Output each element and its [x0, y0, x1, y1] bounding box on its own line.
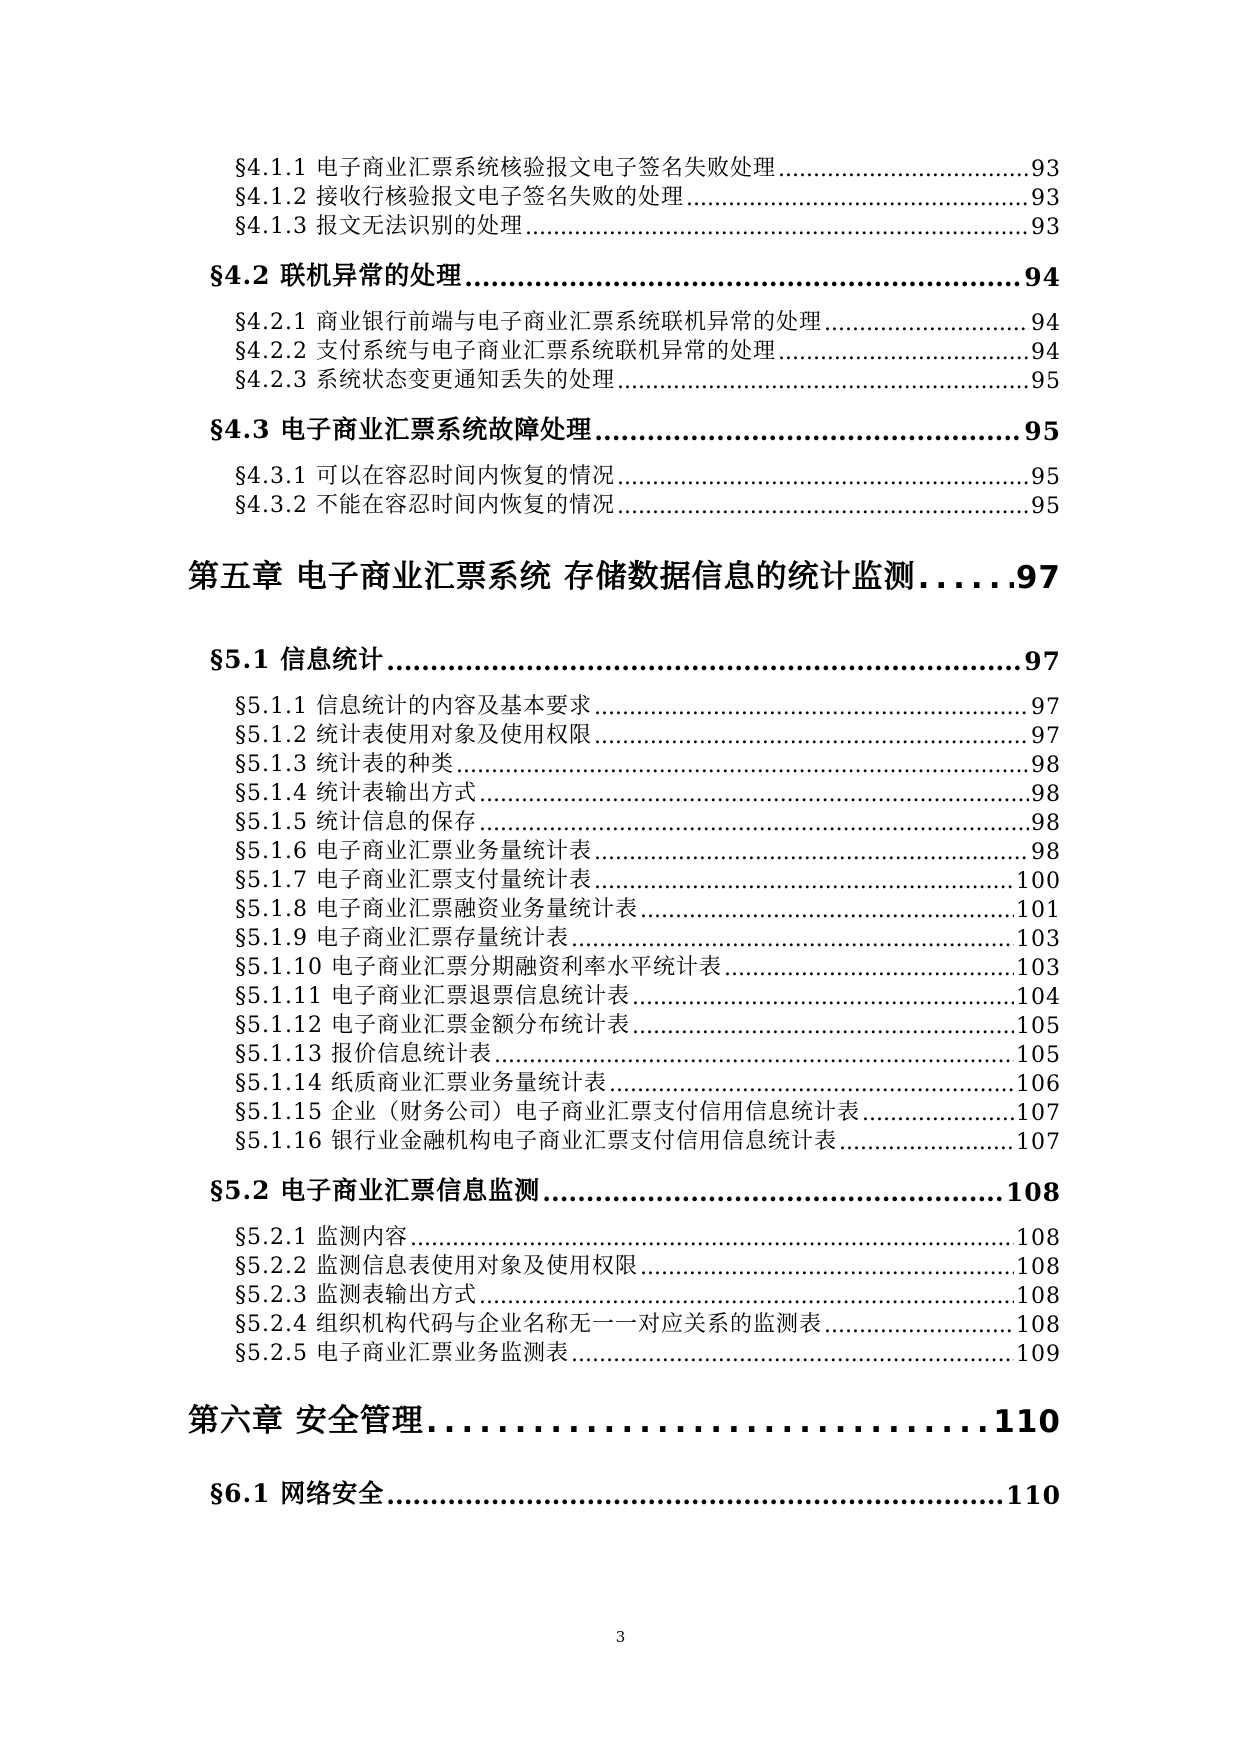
dot-leader	[426, 1404, 991, 1440]
toc-entry-label: §4.3.2 不能在容忍时间内恢复的情况	[235, 493, 615, 518]
toc-entry-label: §5.1.6 电子商业汇票业务量统计表	[235, 839, 592, 864]
toc-entry[interactable]	[235, 1308, 1061, 1338]
toc-entry-label: §5.2.4 组织机构代码与企业名称无一一对应关系的监测表	[235, 1312, 822, 1337]
toc-entry-page: 107	[1016, 1130, 1061, 1155]
toc-entry-page: 98	[1031, 811, 1061, 836]
toc-section-label: §5.1 信息统计	[210, 645, 385, 674]
toc-section[interactable]	[210, 1173, 1061, 1207]
dot-leader	[594, 695, 1029, 720]
dot-leader	[609, 1072, 1014, 1097]
dot-leader	[542, 1178, 1004, 1207]
dot-leader	[410, 1226, 1014, 1251]
dot-leader	[464, 263, 1022, 292]
toc-section-page: 94	[1024, 263, 1061, 292]
toc-entry-page: 103	[1016, 927, 1061, 952]
toc-entry-page: 94	[1031, 340, 1061, 365]
dot-leader	[617, 369, 1029, 394]
toc-entry-label: §5.1.8 电子商业汇票融资业务量统计表	[235, 897, 638, 922]
dot-leader	[617, 494, 1029, 519]
toc-entry-label: §4.2.1 商业银行前端与电子商业汇票系统联机异常的处理	[235, 310, 822, 335]
toc-entry[interactable]	[235, 893, 1061, 923]
dot-leader	[386, 1481, 1004, 1510]
toc-entry-page: 95	[1031, 369, 1061, 394]
toc-section[interactable]	[210, 1476, 1061, 1510]
toc-chapter-label: 第五章 电子商业汇票系统 存储数据信息的统计监测	[188, 559, 916, 595]
dot-leader	[571, 1342, 1014, 1367]
toc-entry[interactable]	[235, 748, 1061, 778]
toc-entry-page: 98	[1031, 753, 1061, 778]
toc-chapter[interactable]	[188, 554, 1061, 596]
dot-leader	[594, 724, 1029, 749]
toc-entry-page: 104	[1016, 985, 1061, 1010]
toc-entry-page: 95	[1031, 494, 1061, 519]
dot-leader	[640, 898, 1014, 923]
dot-leader	[456, 753, 1029, 778]
page-number: 3	[615, 1628, 626, 1646]
toc-entry-page: 93	[1031, 186, 1061, 211]
dot-leader	[862, 1101, 1014, 1126]
toc-entry-page: 98	[1031, 782, 1061, 807]
dot-leader	[617, 465, 1029, 490]
toc-section-page: 97	[1024, 647, 1061, 676]
toc-entry-page: 108	[1016, 1284, 1061, 1309]
toc-entry-page: 93	[1031, 157, 1061, 182]
dot-leader	[479, 782, 1029, 807]
toc-entry[interactable]	[235, 719, 1061, 749]
toc-entry-page: 107	[1016, 1101, 1061, 1126]
toc-entry[interactable]	[235, 364, 1061, 394]
toc-chapter-page: 110	[993, 1404, 1061, 1440]
toc-entry-page: 108	[1016, 1313, 1061, 1338]
dot-leader	[632, 985, 1014, 1010]
toc-entry-label: §4.1.3 报文无法识别的处理	[235, 214, 523, 239]
toc-entry-label: §5.1.12 电子商业汇票金额分布统计表	[235, 1013, 630, 1038]
toc-entry-label: §5.1.7 电子商业汇票支付量统计表	[235, 868, 592, 893]
toc-entry[interactable]	[235, 152, 1061, 182]
toc-entry[interactable]	[235, 306, 1061, 336]
dot-leader	[494, 1043, 1014, 1068]
toc-entry-label: §5.1.3 统计表的种类	[235, 752, 454, 777]
toc-entry-label: §5.1.16 银行业金融机构电子商业汇票支付信用信息统计表	[235, 1129, 837, 1154]
toc-entry[interactable]	[235, 210, 1061, 240]
dot-leader	[778, 157, 1029, 182]
toc-section-page: 108	[1005, 1178, 1061, 1207]
toc-section[interactable]	[210, 258, 1061, 292]
dot-leader	[824, 311, 1029, 336]
toc-entry-label: §5.1.13 报价信息统计表	[235, 1042, 492, 1067]
toc-entry-label: §5.2.5 电子商业汇票业务监测表	[235, 1341, 569, 1366]
toc-section-page: 95	[1024, 417, 1061, 446]
toc-entry-label: §5.1.1 信息统计的内容及基本要求	[235, 694, 592, 719]
toc-entry[interactable]	[235, 980, 1061, 1010]
toc-entry-page: 93	[1031, 215, 1061, 240]
dot-leader	[479, 1284, 1014, 1309]
toc-entry[interactable]	[235, 835, 1061, 865]
dot-leader	[525, 215, 1029, 240]
toc-entry[interactable]	[235, 1038, 1061, 1068]
toc-entry[interactable]	[235, 864, 1061, 894]
toc-entry[interactable]	[235, 1096, 1061, 1126]
toc-chapter-page: 97	[1015, 560, 1061, 596]
toc-entry-page: 106	[1016, 1072, 1061, 1097]
toc-entry-page: 108	[1016, 1226, 1061, 1251]
dot-leader	[724, 956, 1014, 981]
toc-chapter[interactable]	[188, 1398, 1061, 1440]
toc-section-label: §6.1 网络安全	[210, 1479, 385, 1508]
toc-entry-page: 101	[1016, 898, 1061, 923]
toc-entry-page: 98	[1031, 840, 1061, 865]
toc-entry-page: 97	[1031, 695, 1061, 720]
toc-entry-page: 105	[1016, 1043, 1061, 1068]
dot-leader	[686, 186, 1029, 211]
toc-entry[interactable]	[235, 951, 1061, 981]
toc-entry-label: §5.1.11 电子商业汇票退票信息统计表	[235, 984, 630, 1009]
toc-entry-label: §4.3.1 可以在容忍时间内恢复的情况	[235, 464, 615, 489]
dot-leader	[918, 560, 1014, 596]
dot-leader	[479, 811, 1029, 836]
toc-chapter-label: 第六章 安全管理	[188, 1403, 424, 1439]
toc-entry[interactable]	[235, 690, 1061, 720]
toc-entry-label: §5.1.9 电子商业汇票存量统计表	[235, 926, 569, 951]
toc-entry-page: 103	[1016, 956, 1061, 981]
toc-entry-page: 95	[1031, 465, 1061, 490]
dot-leader	[594, 417, 1022, 446]
dot-leader	[386, 647, 1022, 676]
toc-entry-page: 108	[1016, 1255, 1061, 1280]
toc-entry-page: 105	[1016, 1014, 1061, 1039]
toc-entry[interactable]	[235, 335, 1061, 365]
dot-leader	[839, 1130, 1014, 1155]
toc-entry-label: §5.1.15 企业（财务公司）电子商业汇票支付信用信息统计表	[235, 1100, 860, 1125]
toc-section[interactable]	[210, 412, 1061, 446]
toc-entry-label: §4.1.1 电子商业汇票系统核验报文电子签名失败处理	[235, 156, 776, 181]
dot-leader	[632, 1014, 1014, 1039]
toc-entry-label: §4.2.2 支付系统与电子商业汇票系统联机异常的处理	[235, 339, 776, 364]
toc-entry-label: §5.1.4 统计表输出方式	[235, 781, 477, 806]
toc-section-label: §5.2 电子商业汇票信息监测	[210, 1176, 541, 1205]
toc-entry[interactable]	[235, 181, 1061, 211]
dot-leader	[778, 340, 1029, 365]
toc-entry[interactable]	[235, 1337, 1061, 1367]
toc-entry-page: 109	[1016, 1342, 1061, 1367]
toc-entry-label: §5.2.1 监测内容	[235, 1225, 408, 1250]
toc-entry-page: 94	[1031, 311, 1061, 336]
toc-entry-label: §4.2.3 系统状态变更通知丢失的处理	[235, 368, 615, 393]
toc-entry[interactable]	[235, 1279, 1061, 1309]
toc-entry[interactable]	[235, 777, 1061, 807]
dot-leader	[594, 840, 1029, 865]
toc-entry-label: §5.1.10 电子商业汇票分期融资利率水平统计表	[235, 955, 722, 980]
toc-entry-label: §5.2.2 监测信息表使用对象及使用权限	[235, 1254, 638, 1279]
toc-section-label: §4.2 联机异常的处理	[210, 261, 463, 290]
toc-entry-label: §4.1.2 接收行核验报文电子签名失败的处理	[235, 185, 684, 210]
toc-entry[interactable]	[235, 1009, 1061, 1039]
toc-entry[interactable]	[235, 1067, 1061, 1097]
toc-entry[interactable]	[235, 489, 1061, 519]
toc-entry[interactable]	[235, 1250, 1061, 1280]
toc-section[interactable]	[210, 642, 1061, 676]
toc-entry[interactable]	[235, 922, 1061, 952]
toc-entry-label: §5.1.5 统计信息的保存	[235, 810, 477, 835]
toc-section-page: 110	[1005, 1481, 1061, 1510]
dot-leader	[824, 1313, 1014, 1338]
toc-entry-page: 100	[1016, 869, 1061, 894]
toc-entry-label: §5.1.2 统计表使用对象及使用权限	[235, 723, 592, 748]
toc-entry[interactable]	[235, 1125, 1061, 1155]
toc-entry[interactable]	[235, 1221, 1061, 1251]
dot-leader	[571, 927, 1014, 952]
toc-entry-label: §5.2.3 监测表输出方式	[235, 1283, 477, 1308]
dot-leader	[640, 1255, 1014, 1280]
dot-leader	[594, 869, 1014, 894]
toc-entry[interactable]	[235, 460, 1061, 490]
toc-section-label: §4.3 电子商业汇票系统故障处理	[210, 415, 593, 444]
toc-entry-page: 97	[1031, 724, 1061, 749]
toc-entry[interactable]	[235, 806, 1061, 836]
toc-entry-label: §5.1.14 纸质商业汇票业务量统计表	[235, 1071, 607, 1096]
